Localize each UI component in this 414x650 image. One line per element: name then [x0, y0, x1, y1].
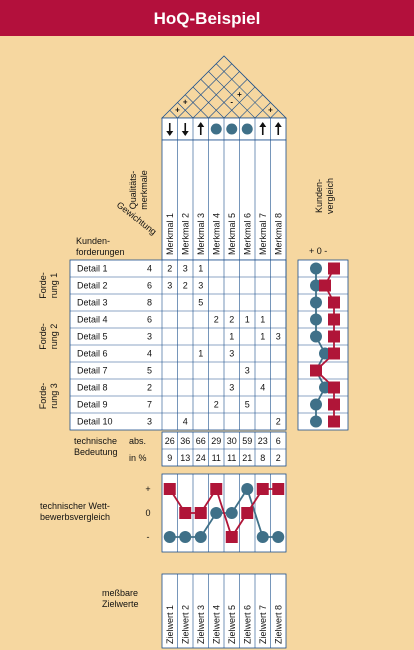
requirement-name: Detail 8	[77, 382, 108, 393]
requirement-group-label: Forde-	[38, 272, 48, 299]
technical-importance-label: Bedeutung	[74, 447, 118, 457]
importance-abs-value: 66	[195, 436, 206, 446]
relationship-value: 4	[182, 416, 188, 427]
customer-own-point	[310, 416, 322, 428]
customer-competitor-point	[328, 314, 340, 326]
customer-comparison-label: vergleich	[325, 177, 335, 215]
technical-own-point	[272, 531, 284, 543]
customer-competitor-point	[319, 280, 331, 292]
relationship-value: 3	[198, 280, 204, 291]
target-value-label: Zielwert 1	[164, 604, 175, 644]
requirement-name: Detail 2	[77, 280, 108, 291]
requirement-name: Detail 1	[77, 263, 108, 274]
relationship-value: 3	[229, 382, 235, 393]
customer-own-point	[310, 331, 322, 343]
target-value-label: Zielwert 7	[257, 604, 268, 644]
relationship-value: 2	[213, 399, 219, 410]
requirement-name: Detail 9	[77, 399, 108, 410]
target-values-label: meßbare	[102, 588, 139, 598]
requirement-name: Detail 3	[77, 297, 108, 308]
customer-competitor-point	[328, 416, 340, 428]
customer-competitor-point	[328, 382, 340, 394]
roof-correlation-mark: +	[182, 97, 188, 107]
requirement-weight: 6	[146, 280, 152, 291]
quality-features-label: merkmale	[139, 170, 149, 210]
requirement-name: Detail 5	[77, 331, 108, 342]
feature-label: Merkmal 2	[180, 212, 191, 255]
requirement-weight: 2	[146, 382, 152, 393]
relationship-value: 2	[229, 314, 235, 325]
customer-competitor-point	[328, 331, 340, 343]
technical-competitor-point	[179, 507, 191, 519]
roof-correlation-mark: +	[175, 105, 180, 115]
requirement-name: Detail 6	[77, 348, 108, 359]
weighting-label: Gewichtung	[114, 199, 159, 237]
importance-pct-value: 11	[211, 453, 221, 463]
competition-plus-label: +	[145, 484, 151, 494]
technical-competitor-point	[195, 507, 207, 519]
requirement-name: Detail 4	[77, 314, 108, 325]
target-circle-icon	[211, 124, 222, 135]
technical-own-point	[164, 531, 176, 543]
customer-own-point	[310, 263, 322, 275]
quality-features-label: Qualitäts-	[128, 170, 138, 210]
relationship-value: 3	[229, 348, 235, 359]
importance-pct-value: 2	[275, 453, 281, 463]
technical-competitor-point	[257, 483, 269, 495]
customer-own-point	[310, 297, 322, 309]
relationship-value: 3	[167, 280, 173, 291]
customer-competitor-point	[328, 263, 340, 275]
relationship-value: 4	[260, 382, 266, 393]
customer-scale-label: + 0 -	[309, 246, 328, 256]
relationship-value: 5	[198, 297, 204, 308]
customer-own-point	[310, 314, 322, 326]
relationship-value: 1	[198, 348, 204, 359]
requirement-group-label: Forde-	[38, 382, 48, 410]
customer-requirements-label: forderungen	[76, 247, 125, 257]
requirement-weight: 6	[146, 314, 152, 325]
relationship-value: 1	[260, 331, 266, 342]
importance-abs-value: 59	[242, 436, 253, 446]
requirement-group-label: rung 1	[49, 272, 59, 299]
importance-pct-value: 11	[227, 453, 237, 463]
importance-pct-value: 9	[167, 453, 173, 463]
requirement-weight: 4	[146, 348, 152, 359]
importance-abs-value: 29	[211, 436, 222, 446]
relationship-value: 2	[167, 263, 173, 274]
abs-label: abs.	[129, 436, 147, 446]
requirement-weight: 8	[146, 297, 152, 308]
importance-abs-value: 36	[180, 436, 191, 446]
importance-pct-value: 8	[260, 453, 266, 463]
target-values-label: Zielwerte	[102, 599, 139, 609]
feature-label: Merkmal 8	[273, 212, 284, 255]
customer-comparison-label: Kunden-	[314, 178, 324, 214]
requirement-weight: 5	[146, 365, 152, 376]
target-value-label: Zielwert 2	[180, 604, 191, 644]
relationship-value: 2	[213, 314, 219, 325]
requirement-weight: 3	[146, 416, 152, 427]
technical-competitor-point	[241, 507, 253, 519]
requirement-group-label: rung 3	[49, 383, 59, 409]
customer-own-point	[310, 399, 322, 411]
relationship-value: 3	[182, 263, 188, 274]
importance-abs-value: 6	[275, 436, 281, 446]
technical-competitor-point	[210, 483, 222, 495]
relationship-value: 2	[275, 416, 281, 427]
competition-zero-label: 0	[145, 508, 151, 518]
requirement-weight: 3	[146, 331, 152, 342]
roof-correlation-mark: +	[268, 105, 273, 115]
technical-own-point	[210, 507, 222, 519]
target-value-label: Zielwert 6	[242, 604, 253, 644]
customer-requirements-label: Kunden-	[76, 236, 111, 246]
requirement-group-label: rung 2	[49, 323, 59, 350]
importance-pct-value: 13	[180, 453, 191, 463]
relationship-value: 3	[275, 331, 281, 342]
relationship-value: 1	[260, 314, 266, 325]
requirement-weight: 4	[146, 263, 152, 274]
technical-competition-label: bewerbsvergleich	[40, 512, 111, 522]
roof-correlation-mark: -	[230, 97, 234, 107]
feature-label: Merkmal 7	[257, 212, 268, 255]
importance-pct-value: 21	[242, 453, 253, 463]
importance-abs-value: 26	[164, 436, 175, 446]
feature-label: Merkmal 1	[164, 212, 175, 255]
target-value-label: Zielwert 5	[226, 604, 237, 644]
target-circle-icon	[226, 124, 237, 135]
importance-abs-value: 23	[257, 436, 268, 446]
technical-competitor-point	[164, 483, 176, 495]
requirement-name: Detail 10	[77, 416, 113, 427]
requirement-group-label: Forde-	[38, 323, 48, 350]
importance-abs-value: 30	[226, 436, 237, 446]
target-value-label: Zielwert 8	[273, 604, 284, 644]
target-circle-icon	[242, 124, 253, 135]
requirement-name: Detail 7	[77, 365, 108, 376]
technical-own-point	[195, 531, 207, 543]
relationship-value: 1	[198, 263, 204, 274]
technical-importance-label: technische	[74, 436, 118, 446]
feature-label: Merkmal 5	[226, 212, 237, 255]
importance-pct-value: 24	[195, 453, 206, 463]
customer-competitor-point	[328, 348, 340, 360]
target-value-label: Zielwert 4	[211, 604, 222, 644]
technical-own-point	[179, 531, 191, 543]
technical-competitor-point	[226, 531, 238, 543]
target-value-label: Zielwert 3	[195, 604, 206, 644]
percent-label: in %	[129, 453, 147, 463]
technical-competition-label: technischer Wett-	[40, 501, 110, 511]
customer-competitor-point	[310, 365, 322, 377]
roof-correlation-mark: +	[237, 89, 242, 99]
feature-label: Merkmal 3	[195, 212, 206, 255]
technical-own-point	[257, 531, 269, 543]
competition-minus-label: -	[146, 532, 150, 542]
technical-own-point	[226, 507, 238, 519]
page-title: HoQ-Beispiel	[153, 9, 261, 28]
feature-label: Merkmal 4	[211, 212, 222, 255]
relationship-value: 2	[182, 280, 188, 291]
relationship-value: 5	[244, 399, 250, 410]
technical-own-point	[241, 483, 253, 495]
customer-competitor-point	[328, 297, 340, 309]
relationship-value: 3	[244, 365, 250, 376]
customer-competitor-point	[328, 399, 340, 411]
technical-competitor-point	[272, 483, 284, 495]
relationship-value: 1	[244, 314, 250, 325]
requirement-weight: 7	[146, 399, 152, 410]
feature-label: Merkmal 6	[242, 212, 253, 255]
relationship-value: 1	[229, 331, 235, 342]
